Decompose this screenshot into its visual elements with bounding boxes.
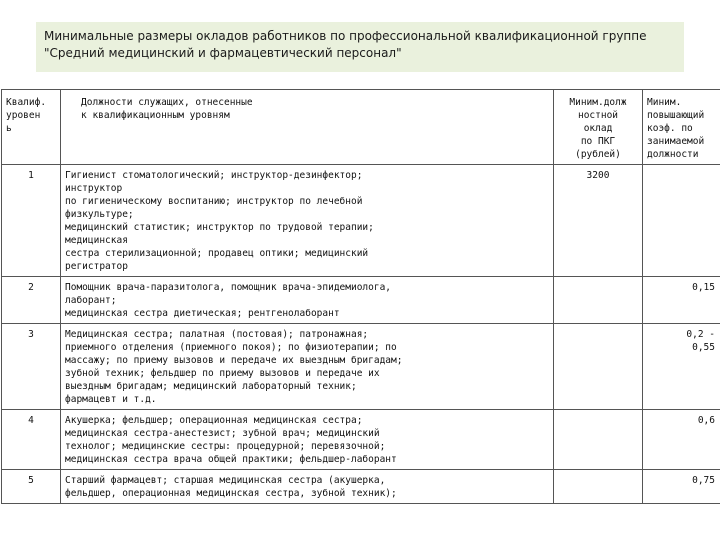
title-line-1: Минимальные размеры окладов работников по профессиональной квалификационной группе	[44, 29, 647, 43]
row-level: 1	[2, 165, 61, 277]
header-salary: Миним.долж ностной оклад по ПКГ (рублей)	[554, 90, 643, 165]
header-coef: Миним. повышающий коэф. по занимаемой должности	[643, 90, 720, 165]
row-level: 3	[2, 324, 61, 410]
salary-table	[1, 89, 720, 504]
table-row	[2, 324, 720, 410]
header-positions: Должности служащих, отнесенные к квалификационным уровням	[61, 90, 554, 165]
title-line-2: "Средний медицинский и фармацевтический персонал"	[44, 46, 402, 60]
row-positions: Гигиенист стоматологический; инструктор-дезинфектор; инструктор по гигиеническому воспитанию; инструктор по лечебной физкультуре; медицинский статистик; инструктор по трудовой терапии; медицинская сестра стерилизационной; продавец оптики; медицинский регистратор	[61, 165, 554, 277]
row-positions: Акушерка; фельдшер; операционная медицинская сестра; медицинская сестра-анестезист; зубной врач; медицинский технолог; медицинские сестры: процедурной; перевязочной; медицинская сестра врача общей практики; фельдшер-лаборант	[61, 410, 554, 470]
row-level: 4	[2, 410, 61, 470]
row-level: 5	[2, 470, 61, 504]
table-row	[2, 470, 720, 504]
table-row	[2, 410, 720, 470]
document-title	[36, 22, 684, 72]
row-coef: 0,75	[643, 470, 720, 504]
row-positions: Помощник врача-паразитолога, помощник врача-эпидемиолога, лаборант; медицинская сестра диетическая; рентгенолаборант	[61, 277, 554, 324]
row-coef: 0,15	[643, 277, 720, 324]
row-positions: Старший фармацевт; старшая медицинская сестра (акушерка, фельдшер, операционная медицинская сестра, зубной техник);	[61, 470, 554, 504]
header-level: Квалиф. уровен ь	[2, 90, 61, 165]
row-coef: 0,2 - 0,55	[643, 324, 720, 410]
row-salary	[554, 410, 643, 470]
row-salary	[554, 470, 643, 504]
table-row	[2, 277, 720, 324]
table-row	[2, 165, 720, 277]
table-header-row	[2, 90, 720, 165]
row-salary	[554, 277, 643, 324]
row-positions: Медицинская сестра; палатная (постовая); патронажная; приемного отделения (приемного покоя); по физиотерапии; по массажу; по приему вызовов и передаче их выездным бригадам; зубной техник; фельдшер по приему вызовов и передаче их выездным бригадам; медицинский лабораторный техник; фармацевт и т.д.	[61, 324, 554, 410]
row-salary: 3200	[554, 165, 643, 277]
row-coef: 0,6	[643, 410, 720, 470]
row-salary	[554, 324, 643, 410]
row-level: 2	[2, 277, 61, 324]
row-coef	[643, 165, 720, 277]
